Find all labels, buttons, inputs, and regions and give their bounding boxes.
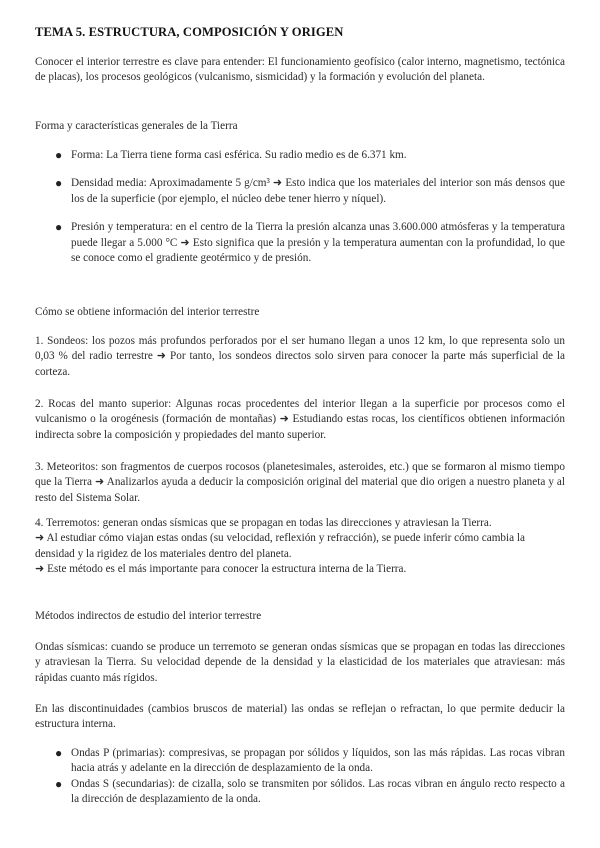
list-item-text: Ondas S (secundarias): de cizalla, solo se transmiten por sólidos. Las rocas vibran en ángulo recto respecto a la dirección de desplazamiento de la onda. [71, 777, 565, 806]
bullet-icon: ● [55, 776, 63, 791]
paragraph-discontinuidades: En las discontinuidades (cambios bruscos de material) las ondas se reflejan o refractan, lo que permite deducir la estructura interna. [35, 703, 565, 731]
intro-paragraph: Conocer el interior terrestre es clave para entender: El funcionamiento geofísico (calor interno, magnetismo, tectónica de placas), los procesos geológicos (vulcanismo, sismicidad) y la formación y evolución del planeta. [35, 56, 565, 84]
paragraph-ondas: Ondas sísmicas: cuando se produce un terremoto se generan ondas sísmicas que se propagan en todas las direcciones y atraviesan la Tierra. Su velocidad depende de la densidad y la elasticidad de los materiales que atraviesan: más rápidas cuanto más rígidos. [35, 641, 565, 684]
list-item-text: Presión y temperatura: en el centro de la Tierra la presión alcanza unas 3.600.000 atmósferas y la temperatura puede llegar a 5.000 °C ➜ Esto significa que la presión y la temperatura aumentan con la profundidad, lo que se conoce como el gradiente geotérmico y de presión. [71, 221, 565, 265]
paragraph-sondeos: 1. Sondeos: los pozos más profundos perforados por el ser humano llegan a unos 12 km, lo que representa solo un 0,03 % del radio terrestre ➜ Por tanto, los sondeos directos solo sirven para conocer la parte más superficial de la corteza. [35, 335, 565, 378]
shape-bullet-list [35, 148, 565, 266]
list-item [35, 220, 565, 266]
bullet-icon: ● [55, 148, 63, 162]
page-title: TEMA 5. ESTRUCTURA, COMPOSICIÓN Y ORIGEN [35, 25, 344, 39]
terremotos-line: ➜ Al estudiar cómo viajan estas ondas (su velocidad, reflexión y refracción), se puede inferir cómo cambia la densidad y la rigidez de los materiales dentro del planeta. [35, 532, 525, 560]
terremotos-line: ➜ Este método es el más importante para conocer la estructura interna de la Tierra. [35, 563, 407, 576]
section-heading-shape: Forma y características generales de la Tierra [35, 120, 238, 132]
bullet-icon: ● [55, 220, 63, 235]
list-item [35, 746, 565, 777]
list-item-text: Forma: La Tierra tiene forma casi esférica. Su radio medio es de 6.371 km. [71, 149, 407, 161]
paragraph-meteoritos: 3. Meteoritos: son fragmentos de cuerpos rocosos (planetesimales, asteroides, etc.) que se formaron al mismo tiempo que la Tierra ➜ Analizarlos ayuda a deducir la composición original del material que dio origen a nuestro planeta y al resto del Sistema Solar. [35, 461, 565, 504]
section-heading-information: Cómo se obtiene información del interior terrestre [35, 306, 260, 318]
list-item [35, 176, 565, 207]
list-item [35, 777, 565, 808]
list-item [35, 148, 565, 163]
paragraph-rocas: 2. Rocas del manto superior: Algunas rocas procedentes del interior llegan a la superficie por procesos como el vulcanismo o la orogénesis (formación de montañas) ➜ Estudiando estas rocas, los científicos obtienen información indirecta sobre la composición y propiedades del manto superior. [35, 398, 565, 441]
waves-bullet-list [35, 746, 565, 808]
section-heading-methods: Métodos indirectos de estudio del interior terrestre [35, 610, 262, 622]
list-item-text: Ondas P (primarias): compresivas, se propagan por sólidos y líquidos, son las más rápidas. Las rocas vibran hacia atrás y adelante en la dirección de desplazamiento de la onda. [71, 747, 565, 775]
list-item-text: Densidad media: Aproximadamente 5 g/cm³ ➜ Esto indica que los materiales del interior son más densos que los de la superficie (por ejemplo, el núcleo debe tener hierro y níquel). [71, 177, 565, 205]
terremotos-line: 4. Terremotos: generan ondas sísmicas que se propagan en todas las direcciones y atraviesan la Tierra. [35, 517, 492, 529]
bullet-icon: ● [55, 176, 63, 191]
bullet-icon: ● [55, 746, 63, 760]
paragraph-terremotos [35, 516, 575, 578]
